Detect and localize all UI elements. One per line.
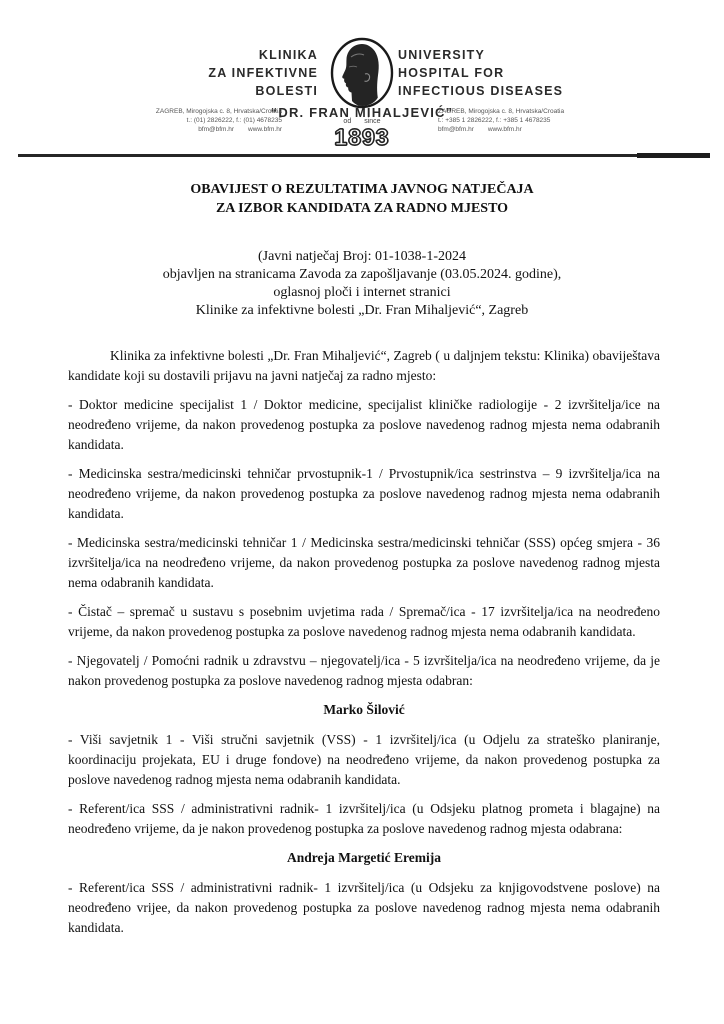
clinic-name-en-line2: HOSPITAL FOR: [398, 66, 505, 80]
subtitle-line4: Klinike za infektivne bolesti „Dr. Fran Mihaljević“, Zagreb: [195, 303, 529, 318]
result-cistac-spremac: - Čistač – spremač u sustavu s posebnim uvjetima rada / Spremač/ica - 17 izvršitelja/ica na neodređeno vrijeme, da nakon provedenog postupka za poslove navedenog radnog mjesta nema odabranih kandidata.: [68, 604, 660, 639]
result-visi-savjetnik: - Viši savjetnik 1 - Viši stručni savjetnik (VSS) - 1 izvršitelj/ica (u Odjelu za strateško planiranje, koordinaciju projekata, EU i druge fondove) na neodređeno vrijeme, da nakon provedenog postupka za poslove navedenog radnog mjesta nema odabranih kandidata.: [68, 732, 660, 787]
document-subtitle: [0, 248, 724, 320]
clinic-name-hr-line2: ZA INFEKTIVNE: [208, 66, 318, 80]
result-njegovatelj: - Njegovatelj / Pomoćni radnik u zdravstvu – njegovatelj/ica - 5 izvršitelja/ica na neodređeno vrijeme, da je nakon provedenog postupka za poslove navedenog radnog mjesta odabran:: [68, 653, 660, 688]
document-title-line1: OBAVIJEST O REZULTATIMA JAVNOG NATJEČAJA: [190, 182, 534, 197]
subtitle-line2: objavljen na stranicama Zavoda za zapošljavanje (03.05.2024. godine),: [162, 267, 562, 282]
contact-left-web: www.bfm.hr: [248, 126, 282, 133]
selected-candidate-name-1: Marko Šilović: [323, 702, 405, 717]
established-prefix-en: since: [364, 118, 381, 125]
portrait-logo: [329, 36, 395, 110]
document-title-line2: ZA IZBOR KANDIDATA ZA RADNO MJESTO: [215, 200, 509, 216]
portrait-logo-icon: [329, 36, 395, 110]
clinic-name-hr-line3: BOLESTI: [255, 84, 318, 98]
clinic-name-en-line3: INFECTIOUS DISEASES: [398, 84, 564, 98]
header-divider-line: [18, 154, 709, 157]
result-referent-platni-promet: - Referent/ica SSS / administrativni radnik- 1 izvršitelj/ica (u Odsjeku platnog prometa i blagajne) na neodređeno vrijeme, da je nakon provedenog postupka za poslove navedenog radnog mjesta odabrana:: [68, 801, 660, 836]
document-title: [0, 181, 724, 218]
intro-paragraph: Klinika za infektivne bolesti „Dr. Fran Mihaljević“, Zagreb ( u daljnjem tekstu: Klinika) obaviještava kandidate koji su dostavili prijavu na javni natječaj za radno mjesto:: [68, 348, 660, 383]
contact-right-web: www.bfm.hr: [487, 126, 522, 133]
clinic-name-en-line1: UNIVERSITY: [398, 48, 486, 62]
result-sestra-sss: - Medicinska sestra/medicinski tehničar 1 / Medicinska sestra/medicinski tehničar (SSS) općeg smjera - 36 izvršitelja/ica na neodređeno vrijeme, da nakon provedenog postupka za poslove navedenog radnog mjesta nema odabranih kandidata.: [68, 535, 660, 590]
contact-right-address: ZAGREB, Mirogojska c. 8, Hrvatska/Croatia: [438, 108, 565, 115]
document-body: [68, 346, 660, 947]
contact-left-email: bfm@bfm.hr: [198, 126, 235, 133]
result-doktor-medicine: - Doktor medicine specijalist 1 / Doktor medicine, specijalist kliničke radiologije - 2 izvršitelja/ice na neodređeno vrijeme, da nakon provedenog postupka za poslove navedenog radnog mjesta nema odabranih kandidata.: [68, 397, 660, 452]
result-referent-knjigovodstvo: - Referent/ica SSS / administrativni radnik- 1 izvršitelj/ica (u Odsjeku za knjigovodstvene poslove) na neodređeno vrijee, da nakon provedenog postupka za poslove navedenog radnog mjesta nema odabranih kandidata.: [68, 880, 660, 935]
established-year: 1893: [334, 124, 390, 150]
clinic-name-hr-line1: KLINIKA: [258, 48, 318, 62]
header-divider-line-thick-segment: [637, 153, 710, 158]
contact-left-phone: t.: (01) 2826222, f.: (01) 4678235: [186, 117, 282, 124]
clinic-name-croatian: [208, 46, 318, 100]
result-sestra-prvostupnik: - Medicinska sestra/medicinski tehničar prvostupnik-1 / Prvostupnik/ica sestrinstva – 9 izvršitelja/ica na neodređeno vrijeme, da nakon provedenog postupka za poslove navedenog radnog mjesta nema odabranih kandidata.: [68, 466, 660, 521]
doctor-name: “DR. FRAN MIHALJEVIĆ”: [270, 105, 454, 120]
contact-right-phone: t.: +385 1 2826222, f.: +385 1 4678235: [438, 117, 551, 124]
established-prefix-hr: od: [343, 118, 352, 125]
contact-left-address: ZAGREB, Mirogojska c. 8, Hrvatska/Croatia: [155, 108, 282, 115]
subtitle-line3: oglasnoj ploči i internet stranici: [273, 285, 451, 300]
selected-candidate-name-2: Andreja Margetić Eremija: [287, 850, 441, 865]
clinic-name-english: [398, 46, 563, 100]
contact-right-email: bfm@bfm.hr: [438, 126, 474, 133]
subtitle-line1: (Javni natječaj Broj: 01-1038-1-2024: [257, 249, 466, 264]
